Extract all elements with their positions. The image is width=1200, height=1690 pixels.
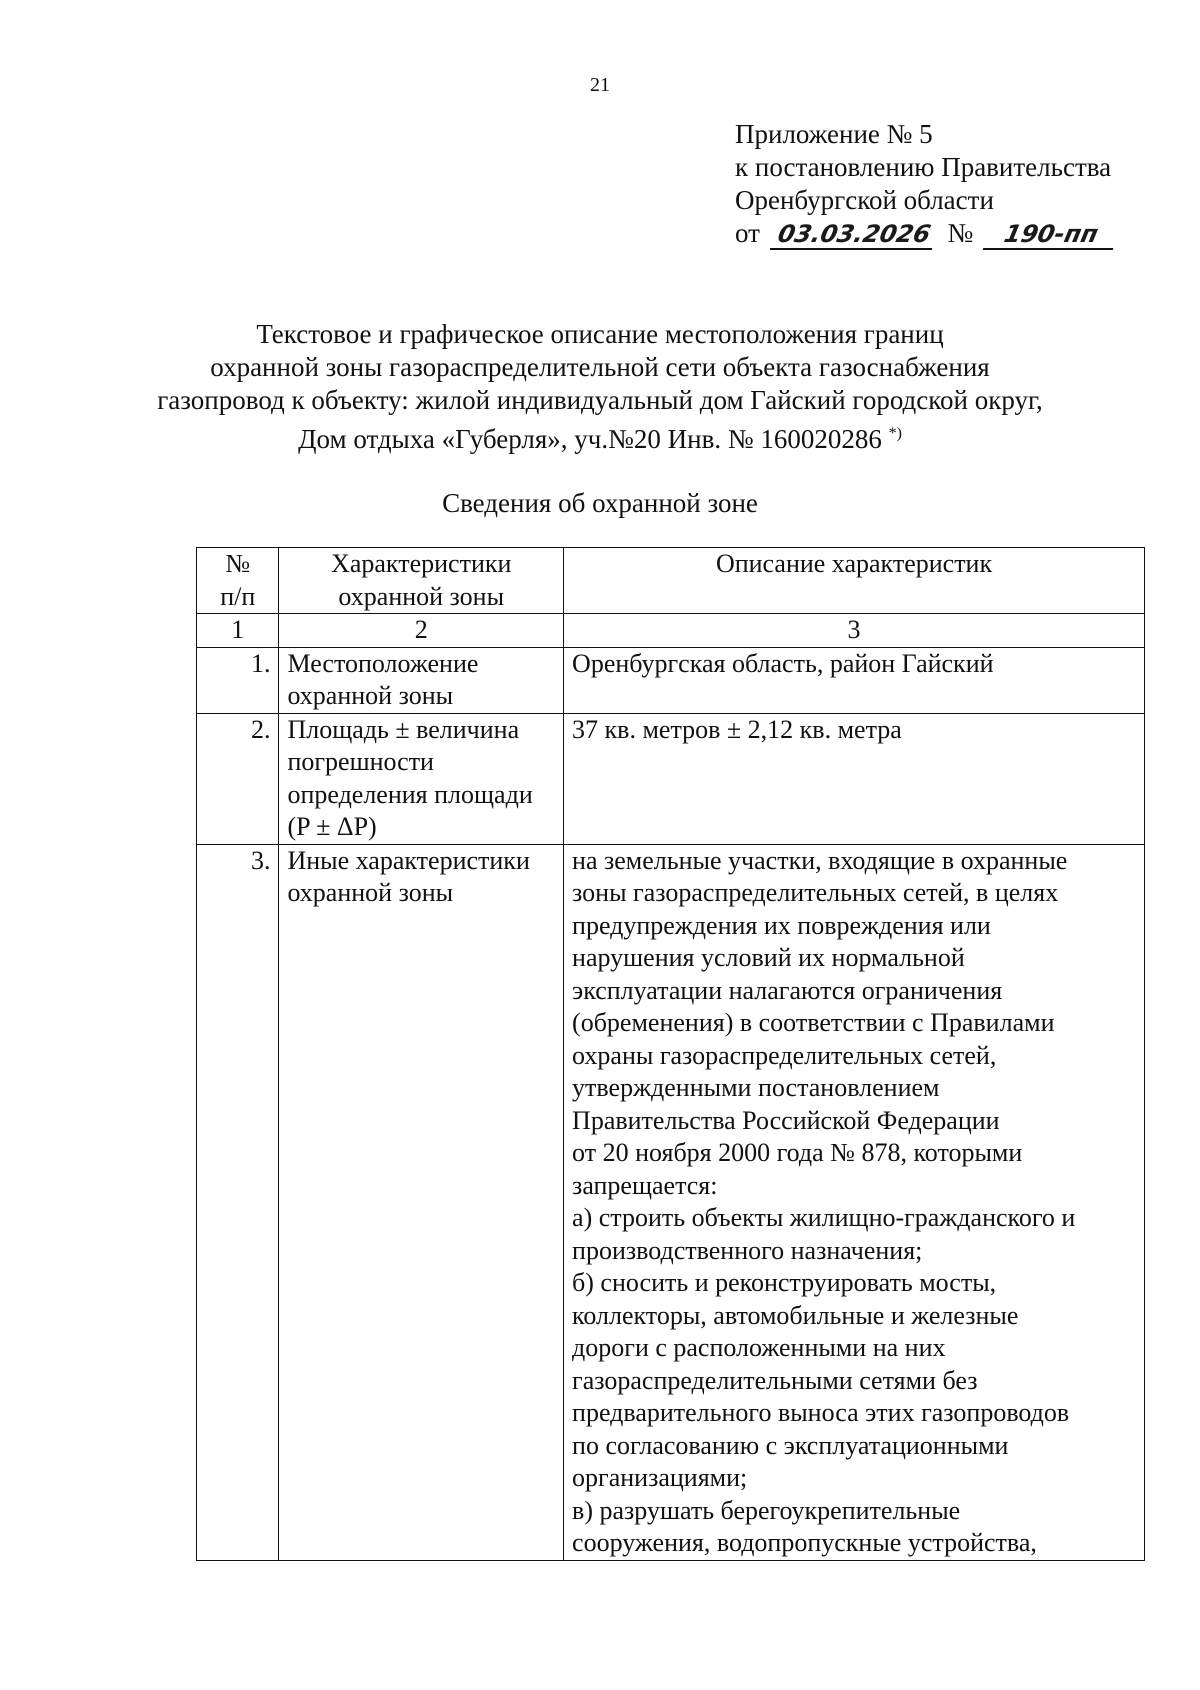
cell-line: б) сносить и реконструировать мосты, [572, 1268, 997, 1297]
table-row [197, 713, 1145, 844]
number-label: № [947, 218, 974, 248]
table-header-row [197, 548, 1145, 614]
column-number: 1 [197, 614, 279, 648]
column-number-row [197, 614, 1145, 648]
attachment-line: Оренбургской области [735, 185, 994, 215]
cell-line: Правительства Российской Федерации [572, 1105, 1000, 1135]
row-description [564, 647, 1145, 713]
cell-line: в) разрушать берегоукрепительные [572, 1495, 961, 1525]
document-title [0, 318, 1200, 456]
protection-zone-table [196, 547, 1145, 1561]
attachment-header [735, 118, 1116, 250]
table-row [197, 647, 1145, 713]
page-number: 21 [590, 74, 610, 96]
section-subtitle: Сведения об охранной зоне [442, 488, 758, 518]
cell-line: Местоположение [287, 648, 479, 678]
title-line: газопровод к объекту: жилой индивидуальный дом Гайский городской округ, [157, 385, 1043, 415]
cell-line: охраны газораспределительных сетей, [572, 1040, 997, 1070]
header-cell-description: Описание характеристик [564, 548, 1145, 614]
cell-line: (P ± ΔP) [287, 812, 377, 841]
header-cell-characteristic [279, 548, 564, 614]
cell-line: Оренбургская область, район Гайский [572, 648, 994, 678]
cell-line: запрещается: [572, 1170, 718, 1200]
title-line: Текстовое и графическое описание местоположения границ [256, 319, 944, 349]
header-line: Характеристики [331, 549, 512, 578]
row-description [564, 844, 1145, 1560]
cell-line: предупреждения их повреждения или [572, 910, 991, 940]
attachment-line: Приложение № 5 [735, 119, 933, 149]
cell-line: производственного назначения; [572, 1235, 923, 1265]
header-cell-number [197, 548, 279, 614]
cell-line: Площадь ± величина [287, 714, 520, 744]
attachment-line: к постановлению Правительства [735, 152, 1112, 182]
row-number: 3. [197, 844, 279, 1560]
cell-line: дороги с расположенными на них [572, 1333, 946, 1362]
cell-line: газораспределительными сетями без [572, 1365, 978, 1395]
cell-line: сооружения, водопропускные устройства, [572, 1528, 1037, 1557]
cell-line: на земельные участки, входящие в охранные [572, 845, 1068, 875]
column-number: 3 [564, 614, 1145, 648]
title-line [0, 417, 1200, 456]
header-line: № [225, 549, 251, 578]
cell-line: утвержденными постановлением [572, 1073, 940, 1102]
cell-line: зоны газораспределительных сетей, в целях [572, 878, 1059, 907]
cell-line: по согласованию с эксплуатационными [572, 1430, 1009, 1460]
cell-line: охранной зоны [287, 878, 454, 907]
cell-line: Иные характеристики [287, 845, 530, 875]
cell-line: коллекторы, автомобильные и железные [572, 1300, 1019, 1330]
cell-line: организациями; [572, 1463, 748, 1492]
handwritten-date: 03.03.2026 [770, 220, 938, 250]
resolution-date-line [735, 217, 1116, 250]
column-number: 2 [279, 614, 564, 648]
cell-line: нарушения условий их нормальной [572, 943, 965, 972]
cell-line: 37 кв. метров ± 2,12 кв. метра [572, 714, 902, 744]
header-line: п/п [220, 581, 256, 611]
row-characteristic [279, 844, 564, 1560]
row-number: 2. [197, 713, 279, 844]
handwritten-number: 190-пп [983, 220, 1119, 250]
title-line: охранной зоны газораспределительной сети объекта газоснабжения [210, 352, 990, 382]
cell-line: от 20 ноября 2000 года № 878, которыми [572, 1138, 1023, 1167]
cell-line: охранной зоны [287, 681, 454, 710]
header-line: охранной зоны [338, 581, 505, 611]
row-number: 1. [197, 647, 279, 713]
cell-line: определения площади [287, 779, 533, 809]
row-characteristic [279, 647, 564, 713]
footnote-mark: *) [888, 425, 902, 442]
row-description [564, 713, 1145, 844]
cell-line: предварительного выноса этих газопроводов [572, 1398, 1070, 1427]
cell-line: а) строить объекты жилищно-гражданского и [572, 1203, 1076, 1232]
cell-line: (обременения) в соответствии с Правилами [572, 1008, 1055, 1037]
cell-line: эксплуатации налагаются ограничения [572, 975, 1003, 1005]
table-row [197, 844, 1145, 1560]
from-label: от [735, 218, 760, 248]
row-characteristic [279, 713, 564, 844]
cell-line: погрешности [287, 747, 434, 776]
title-line-text: Дом отдыха «Губерля», уч.№20 Инв. № 160020286 [298, 424, 882, 454]
